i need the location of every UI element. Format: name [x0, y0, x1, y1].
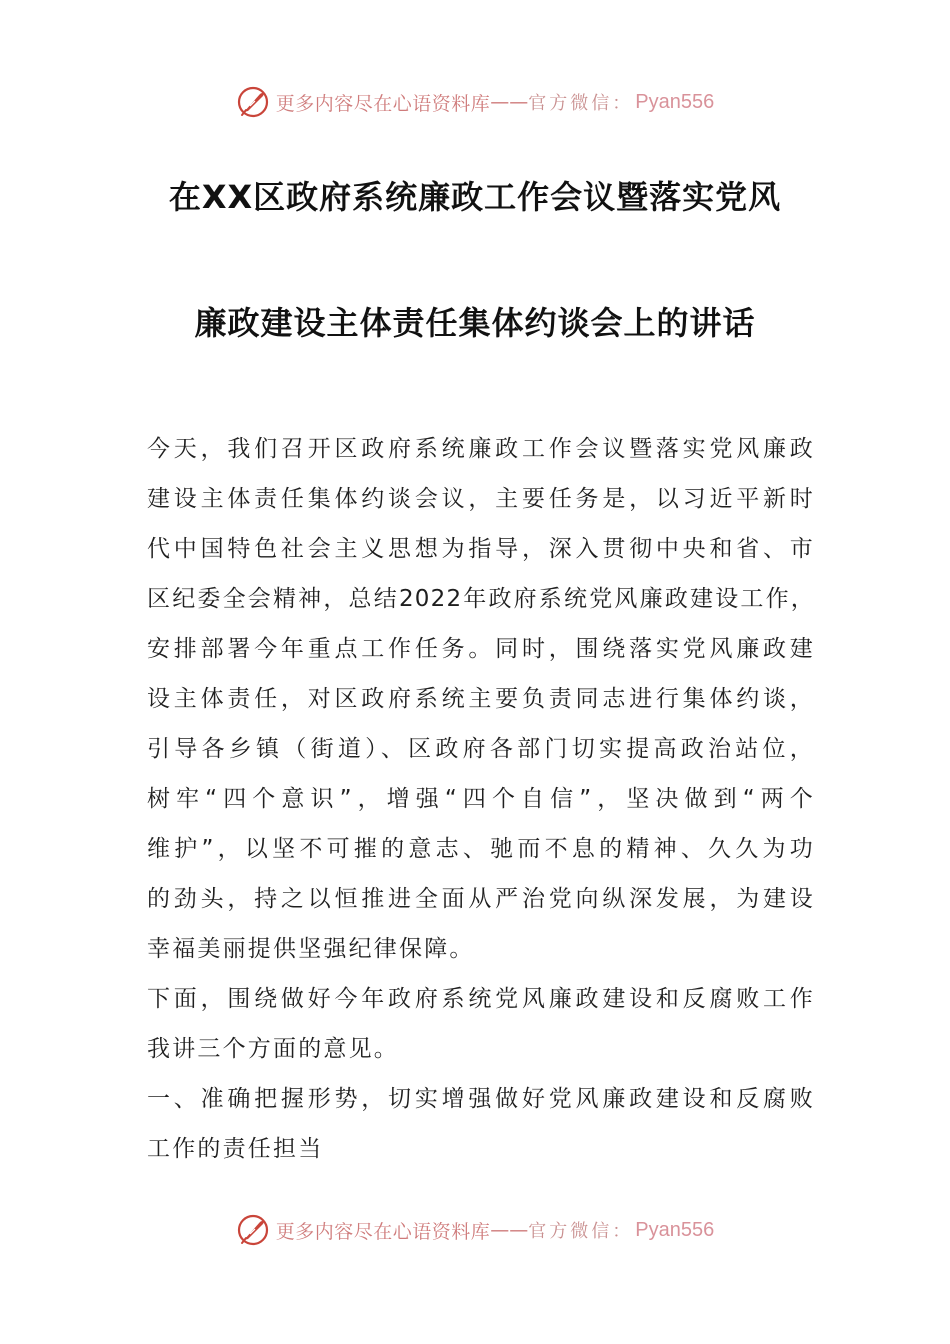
text-line: 一、准确把握形势，切实增强做好党风廉政建设和反腐败 [147, 1086, 815, 1112]
section-heading-1 [147, 1074, 815, 1174]
quill-logo-icon [236, 1213, 270, 1247]
banner-wechat-id: Pyan556 [635, 1218, 715, 1241]
text-line: 建设主体责任集体约谈会议，主要任务是，以习近平新时 [147, 486, 815, 512]
banner-wechat-label: 官方微信： [528, 1221, 634, 1242]
text-line: 设主体责任，对区政府系统主要负责同志进行集体约谈， [147, 686, 815, 712]
text-line: 区纪委全会精神，总结2022年政府系统党风廉政建设工作， [147, 586, 815, 612]
banner-wechat-id: Pyan556 [635, 90, 715, 113]
footer-banner [0, 1210, 950, 1250]
document-title-line-2: 廉政建设主体责任集体约谈会上的讲话 [194, 304, 756, 342]
banner-wechat-label: 官方微信： [528, 93, 634, 114]
text-line: 我讲三个方面的意见。 [147, 1036, 399, 1062]
banner-slogan: 更多内容尽在心语资料库 [275, 92, 491, 115]
text-line: 的劲头，持之以恒推进全面从严治党向纵深发展，为建设 [147, 886, 815, 912]
paragraph-intro [147, 424, 815, 974]
banner-slogan: 更多内容尽在心语资料库 [275, 1220, 491, 1243]
text-line: 工作的责任担当 [147, 1136, 324, 1162]
text-line: 幸福美丽提供坚强纪律保障。 [147, 936, 475, 962]
quill-logo-icon [236, 85, 270, 119]
text-line: 维护”，以坚不可摧的意志、驰而不息的精神、久久为功 [147, 836, 815, 862]
text-line: 今天，我们召开区政府系统廉政工作会议暨落实党风廉政 [147, 436, 815, 462]
text-line: 树牢“四个意识”，增强“四个自信”，坚决做到“两个 [147, 786, 815, 812]
paragraph-transition [147, 974, 815, 1074]
header-banner [0, 82, 950, 122]
document-title-line-1: 在XX区政府系统廉政工作会议暨落实党风 [168, 178, 782, 216]
document-body [147, 424, 815, 1174]
text-line: 安排部署今年重点工作任务。同时，围绕落实党风廉政建 [147, 636, 815, 662]
banner-separator: —— [490, 91, 529, 113]
text-line: 引导各乡镇（街道）、区政府各部门切实提高政治站位， [147, 736, 815, 762]
text-line: 下面，围绕做好今年政府系统党风廉政建设和反腐败工作 [147, 986, 815, 1012]
banner-separator: —— [490, 1219, 529, 1241]
text-line: 代中国特色社会主义思想为指导，深入贯彻中央和省、市 [147, 536, 815, 562]
